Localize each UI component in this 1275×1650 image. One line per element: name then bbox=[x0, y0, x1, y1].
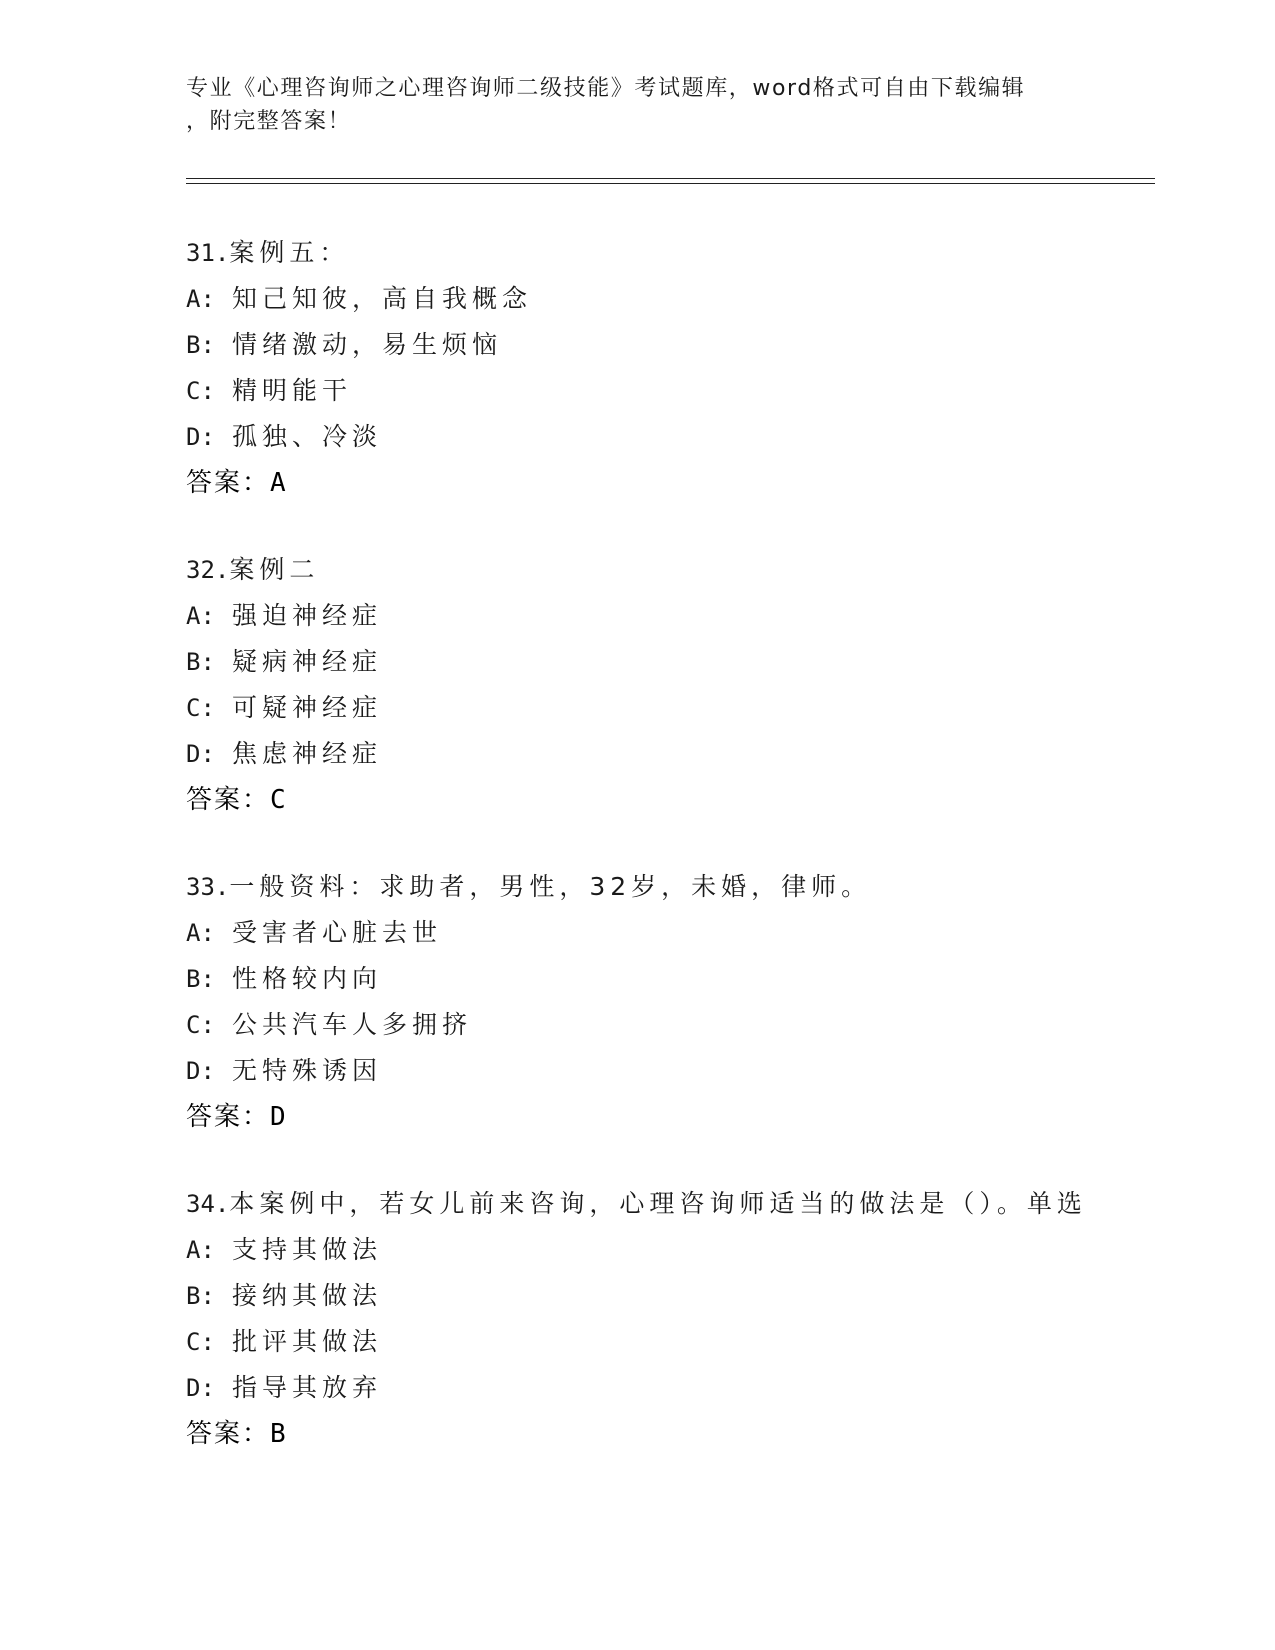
option-text: 支持其做法 bbox=[232, 1235, 383, 1264]
option-letter: D: bbox=[186, 1057, 215, 1085]
question-stem bbox=[186, 230, 1146, 276]
question-number: 32. bbox=[186, 556, 230, 584]
question-33 bbox=[186, 864, 1146, 1140]
option-letter: C: bbox=[186, 694, 215, 722]
option-letter: C: bbox=[186, 377, 215, 405]
answer-line bbox=[186, 777, 1146, 823]
header-divider-top bbox=[186, 178, 1155, 179]
answer-line bbox=[186, 460, 1146, 506]
answer-label: 答案： bbox=[186, 1102, 271, 1132]
option-letter: A: bbox=[186, 1236, 215, 1264]
option-letter: A: bbox=[186, 919, 215, 947]
option-text: 孤独、冷淡 bbox=[232, 422, 383, 451]
document-header bbox=[186, 72, 1066, 138]
option-letter: B: bbox=[186, 965, 215, 993]
option-b bbox=[186, 956, 1146, 1002]
option-b bbox=[186, 639, 1146, 685]
question-stem bbox=[186, 547, 1146, 593]
option-text: 疑病神经症 bbox=[232, 647, 383, 676]
option-letter: D: bbox=[186, 740, 215, 768]
header-divider-bottom bbox=[186, 183, 1155, 184]
answer-line bbox=[186, 1411, 1146, 1457]
option-c bbox=[186, 1319, 1146, 1365]
option-d bbox=[186, 414, 1146, 460]
option-d bbox=[186, 1048, 1146, 1094]
option-text: 指导其放弃 bbox=[232, 1373, 383, 1402]
option-d bbox=[186, 731, 1146, 777]
option-d bbox=[186, 1365, 1146, 1411]
header-title-line: 专业《心理咨询师之心理咨询师二级技能》考试题库，word格式可自由下载编辑 bbox=[186, 76, 1026, 101]
option-text: 情绪激动，易生烦恼 bbox=[232, 330, 503, 359]
question-31 bbox=[186, 230, 1146, 506]
option-letter: C: bbox=[186, 1011, 215, 1039]
answer-value: D bbox=[270, 1102, 286, 1132]
question-number: 33. bbox=[186, 873, 230, 901]
option-letter: D: bbox=[186, 1374, 215, 1402]
option-a bbox=[186, 276, 1146, 322]
option-b bbox=[186, 1273, 1146, 1319]
answer-value: C bbox=[270, 785, 286, 815]
option-text: 可疑神经症 bbox=[232, 693, 383, 722]
option-letter: B: bbox=[186, 648, 215, 676]
option-letter: A: bbox=[186, 285, 215, 313]
answer-label: 答案： bbox=[186, 468, 271, 498]
option-text: 公共汽车人多拥挤 bbox=[232, 1010, 473, 1039]
question-text: 案例五： bbox=[229, 238, 350, 267]
option-a bbox=[186, 1227, 1146, 1273]
question-stem bbox=[186, 1181, 1146, 1227]
option-letter: B: bbox=[186, 1282, 215, 1310]
question-number: 31. bbox=[186, 239, 230, 267]
option-text: 精明能干 bbox=[232, 376, 353, 405]
option-text: 性格较内向 bbox=[232, 964, 383, 993]
question-34 bbox=[186, 1181, 1146, 1457]
option-text: 接纳其做法 bbox=[232, 1281, 383, 1310]
option-c bbox=[186, 368, 1146, 414]
option-a bbox=[186, 593, 1146, 639]
option-text: 批评其做法 bbox=[232, 1327, 383, 1356]
option-a bbox=[186, 910, 1146, 956]
option-text: 无特殊诱因 bbox=[232, 1056, 383, 1085]
option-text: 知己知彼，高自我概念 bbox=[232, 284, 533, 313]
question-number: 34. bbox=[186, 1190, 230, 1218]
header-title-line-continued: ，附完整答案！ bbox=[186, 109, 352, 134]
answer-value: A bbox=[270, 468, 286, 498]
answer-label: 答案： bbox=[186, 785, 271, 815]
option-text: 受害者心脏去世 bbox=[232, 918, 443, 947]
question-32 bbox=[186, 547, 1146, 823]
option-text: 焦虑神经症 bbox=[232, 739, 383, 768]
option-c bbox=[186, 1002, 1146, 1048]
option-text: 强迫神经症 bbox=[232, 601, 383, 630]
option-letter: B: bbox=[186, 331, 215, 359]
question-text: 一般资料：求助者，男性，32岁，未婚，律师。 bbox=[229, 872, 872, 901]
answer-value: B bbox=[270, 1419, 286, 1449]
question-stem bbox=[186, 864, 1146, 910]
answer-label: 答案： bbox=[186, 1419, 271, 1449]
option-c bbox=[186, 685, 1146, 731]
question-text: 案例二 bbox=[229, 555, 320, 584]
option-letter: A: bbox=[186, 602, 215, 630]
option-letter: D: bbox=[186, 423, 215, 451]
answer-line bbox=[186, 1094, 1146, 1140]
option-letter: C: bbox=[186, 1328, 215, 1356]
question-text: 本案例中，若女儿前来咨询，心理咨询师适当的做法是（）。单选 bbox=[229, 1189, 1087, 1218]
option-b bbox=[186, 322, 1146, 368]
